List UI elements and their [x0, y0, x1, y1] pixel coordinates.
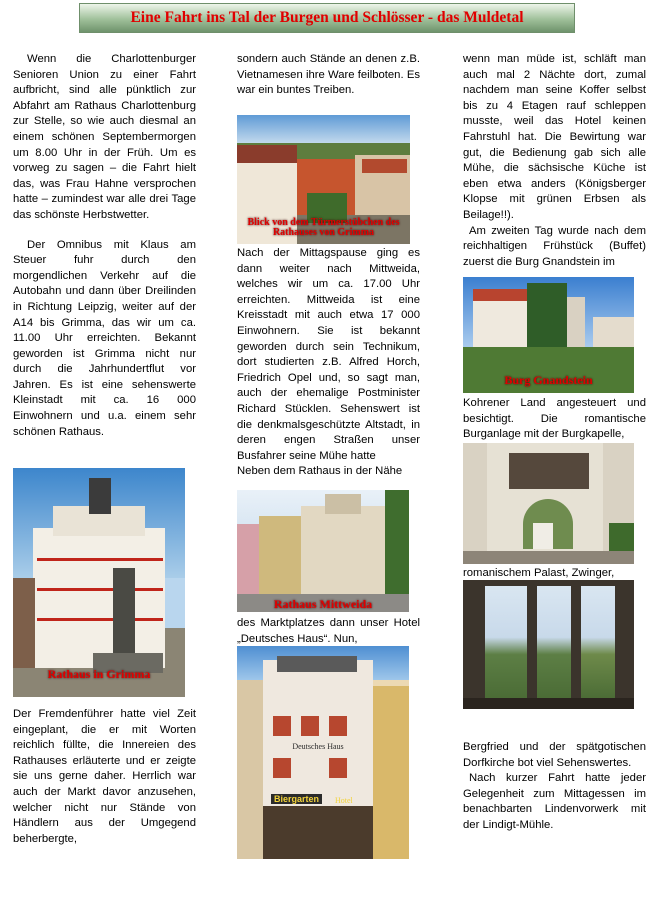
photo-blick-aus-fenster	[463, 580, 634, 709]
paragraph: Bergfried und der spätgotischen Dorfkirche bot viel Sehenswertes.	[463, 741, 646, 769]
hotel-sign-biergarten: Biergarten	[271, 794, 322, 804]
paragraph: sondern auch Stände an denen z.B. Vietnamesen ihre Ware feilboten. Es war ein buntes Treiben.	[237, 53, 420, 97]
hotel-sign-hotel: Hotel	[335, 796, 353, 805]
paragraph: romanischem Palast, Zwinger,	[463, 567, 615, 579]
hotel-sign-deutsches-haus: Deutsches Haus	[292, 742, 344, 751]
photo-caption: Rathaus Mittweida	[273, 597, 373, 611]
column-3	[463, 52, 646, 270]
paragraph: Neben dem Rathaus in der Nähe	[237, 465, 403, 478]
photo-caption: Burg Gnandstein	[504, 373, 593, 387]
column-2	[237, 52, 420, 99]
paragraph: Wenn die Charlottenburger Senioren Union zu einer Fahrt aufbricht, sind alle pünktlich zur Abfahrt am Rathaus Charlottenburg zur Stelle, so wie auch diesmal an einem schönen Septembermorgen um 8.00 Uhr in der Früh. Um es vorweg zu sagen – die Fahrt hielt das, was Frau Hahne versprochen hatte – zumindest war alle drei Tage das schönste Herbstwetter.	[13, 53, 196, 221]
paragraph: des Marktplatzes dann unser Hotel „Deutsches Haus“. Nun,	[237, 617, 420, 645]
photo-rathaus-grimma	[13, 468, 185, 697]
photo-blick-grimma	[237, 115, 410, 244]
paragraph: Der Fremdenführer hatte viel Zeit eingeplant, die er mit Worten reichlich füllte, die Innereien des Rathauses erläuterte und er zeigte sie uns gerne daher. Herrlich war auch der Markt davor anzusehen, welcher nicht nur Stände von Händlern aus der Umgegend beherbergte,	[13, 708, 196, 845]
column-3-middle	[463, 396, 646, 443]
paragraph: Der Omnibus mit Klaus am Steuer fuhr durch den morgendlichen Verkehr auf die Autobahn und dann über Dreilinden in Richtung Leipzig, weiter auf der A14 bis Grimma, das wir um ca. 11.00 Uhr erreichten. Bekannt geworden ist Grimma nicht nur durch die Jahrhundertflut vor Jahren. Es ist eine sehenswerte Kleinstadt mit ca. 16 000 Einwohnern und u.a. einem sehr schönen Rathaus.	[13, 238, 196, 438]
photo-burg-gnandstein	[463, 277, 634, 393]
column-1	[13, 52, 196, 440]
column-2-middle	[237, 246, 420, 480]
photo-hotel-deutsches-haus	[237, 646, 409, 859]
column-3-bottom	[463, 740, 646, 834]
paragraph: Nach der Mittagspause ging es dann weiter nach Mittweida, welches wir um ca. 17.00 Uhr erreichten. Mittweida ist eine Kreisstadt mit auch etwa 17 000 Einwohnern. Sie ist bekannt geworden durch sein Technikum, dort studierten z.B. Alfred Horch, Friedrich Opel und, so sagt man, auch der ehemalige Postminister Richard Stücklen. Sehenswert ist die denkmalsgeschützte Altstadt, in deren engen Straßen unser Busfahrer seine Mühe hatte	[237, 247, 420, 462]
photo-burganlage-tor	[463, 443, 634, 564]
paragraph: Kohrener Land angesteuert und besichtigt. Die romantische Burganlage mit der Burgkapelle,	[463, 397, 646, 441]
photo-caption: Rathaus in Grimma	[47, 667, 151, 681]
title-banner	[79, 3, 575, 33]
column-1-bottom	[13, 707, 196, 847]
photo-caption: Blick von dem Türmerstübchen des Rathauses von Grimma	[247, 217, 400, 238]
photo-rathaus-mittweida	[237, 490, 409, 612]
page-title: Eine Fahrt ins Tal der Burgen und Schlösser - das Muldetal	[130, 9, 524, 26]
paragraph: Nach kurzer Fahrt hatte jeder Gelegenheit zum Mittagessen im benachbarten Lindenvorwerk mit der Lindigt-Mühle.	[463, 772, 646, 831]
column-2-lower	[237, 616, 420, 647]
paragraph: Am zweiten Tag wurde nach dem reichhaltigen Frühstück (Buffet) zuerst die Burg Gnandstein im	[463, 224, 646, 268]
paragraph: wenn man müde ist, schläft man auch mal 2 Nächte dort, zumal nachdem man seine Koffer selbst bis zu 4 Etagen rauf schleppen musste, weil das Hotel keinen Fahrstuhl hat. Die Bewirtung war gut, die Bedienung gab sich alle Mühe, die sächsische Küche ist eben etwa anders (Königsberger Klopse mit grünen Erbsen als Beilage!!).	[463, 53, 646, 221]
